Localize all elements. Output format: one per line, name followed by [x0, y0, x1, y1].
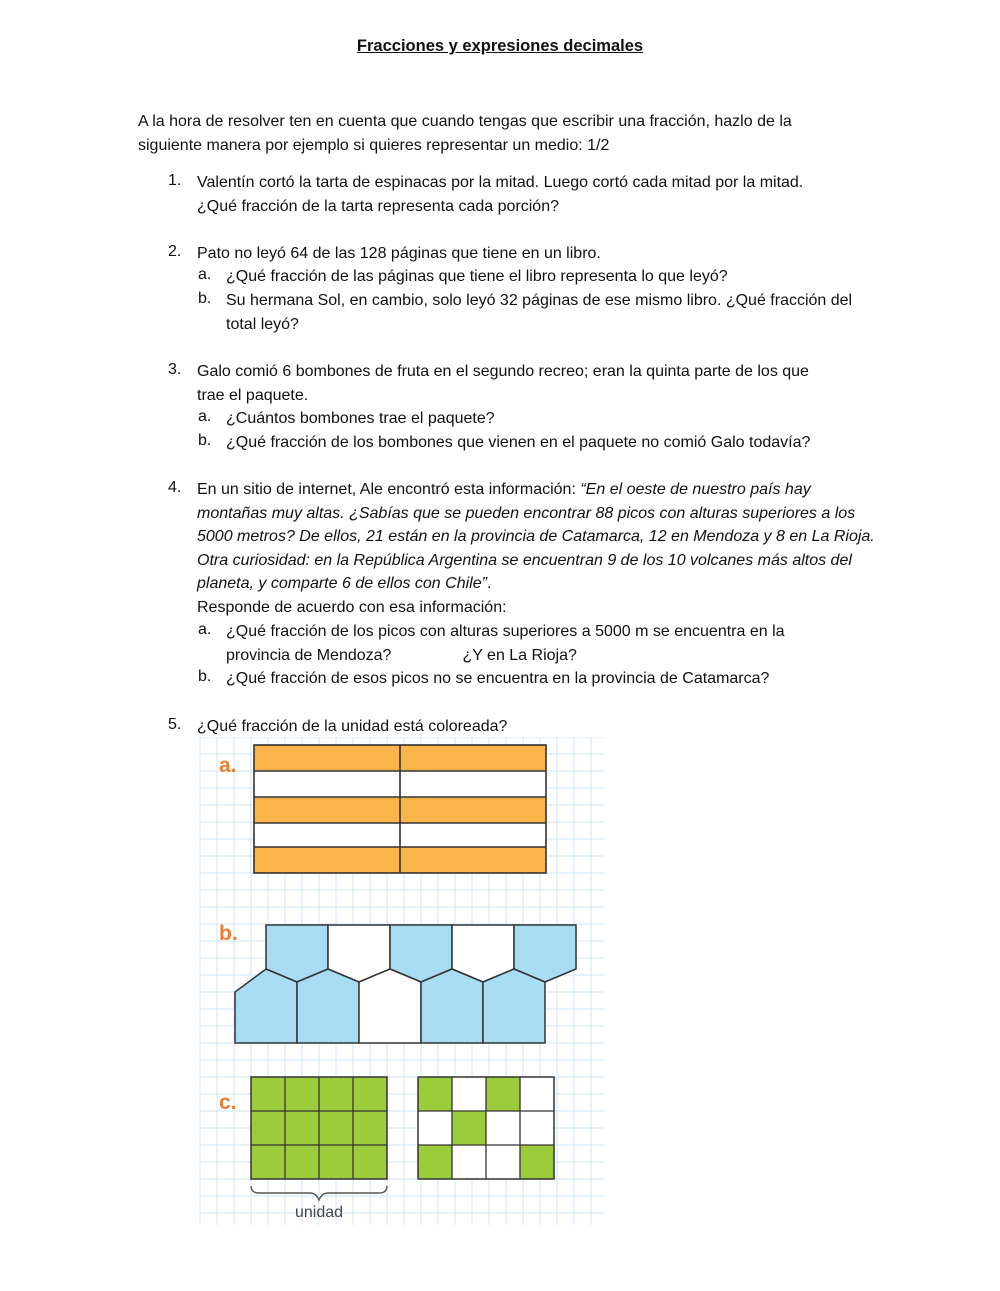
- pentagon-bottom-5: [483, 969, 545, 1043]
- q3-text: [197, 360, 887, 407]
- pentagon-bottom-3: [359, 969, 421, 1043]
- page-title: Fracciones y expresiones decimales: [356, 37, 644, 55]
- q3b-label: b.: [198, 432, 212, 449]
- q4-quote-1: “En el oeste de nuestro país hay: [580, 481, 811, 498]
- q2-number: 2.: [168, 243, 182, 260]
- pentagon-bottom-4: [421, 969, 483, 1043]
- intro-line-1: A la hora de resolver ten en cuenta que cuando tengas que escribir una fracción, hazlo de la: [138, 113, 792, 130]
- q4-quote-3: 5000 metros? De ellos, 21 están en la provincia de Catamarca, 12 en Mendoza y 8 en La Rioja.: [197, 528, 875, 545]
- q1-text: [197, 171, 887, 218]
- q2a-text: ¿Qué fracción de las páginas que tiene el libro representa lo que leyó?: [226, 268, 728, 285]
- q3-line-1: Galo comió 6 bombones de fruta en el segundo recreo; eran la quinta parte de los que: [197, 363, 809, 380]
- q4-line-5: [197, 572, 887, 596]
- intro-paragraph: [138, 110, 858, 158]
- figure-c-partial-grid: [418, 1077, 554, 1179]
- unit-label: unidad: [294, 1204, 344, 1221]
- q2b-label: b.: [198, 290, 212, 307]
- partial-cell-r2c2: [452, 1111, 486, 1145]
- q4b-text: ¿Qué fracción de esos picos no se encuentra en la provincia de Catamarca?: [226, 670, 770, 687]
- figure-b: [235, 925, 576, 1043]
- q4a-line-1: ¿Qué fracción de los picos con alturas superiores a 5000 m se encuentra en la: [226, 623, 785, 640]
- q1-line-2: ¿Qué fracción de la tarta representa cada porción?: [197, 197, 559, 215]
- partial-cell-r3c1: [418, 1145, 452, 1179]
- q3b-text: ¿Qué fracción de los bombones que vienen en el paquete no comió Galo todavía?: [226, 434, 811, 451]
- q4-quote-4: Otra curiosidad: en la República Argentina se encuentran 9 de los 10 volcanes más altos del: [197, 551, 852, 569]
- q4-quote-2: montañas muy altas. ¿Sabías que se pueden encontrar 88 picos con alturas superiores a los: [197, 504, 856, 522]
- intro-line-2: siguiente manera por ejemplo si quieres representar un medio: 1/2: [138, 137, 610, 154]
- partial-cell-r1c1: [418, 1077, 452, 1111]
- figure-b-label: b.: [219, 922, 238, 945]
- pentagon-bottom-1: [235, 969, 297, 1043]
- q4-respond: Responde de acuerdo con esa información:: [197, 598, 507, 616]
- q4a-text: [226, 620, 886, 667]
- q4a-line-2: [226, 644, 886, 668]
- partial-cell-r3c4: [520, 1145, 554, 1179]
- figure-a-label: a.: [219, 754, 237, 777]
- q4b-label: b.: [198, 668, 212, 685]
- pentagon-bottom-2: [297, 969, 359, 1043]
- q3-line-2: trae el paquete.: [197, 386, 309, 404]
- q3-number: 3.: [168, 361, 182, 378]
- q4-quote-5: planeta, y comparte 6 de ellos con Chile”: [197, 575, 487, 592]
- q1-number: 1.: [168, 172, 182, 189]
- q4-quote-end: .: [486, 575, 492, 592]
- q2b-line-2: total leyó?: [226, 315, 299, 333]
- q2-text: Pato no leyó 64 de las 128 páginas que tiene en un libro.: [197, 245, 601, 262]
- fraction-figure: [196, 737, 608, 1229]
- fraction-figure-svg: [196, 737, 608, 1229]
- q2b-line-1: Su hermana Sol, en cambio, solo leyó 32 páginas de ese mismo libro. ¿Qué fracción del: [226, 292, 853, 309]
- partial-cell-r1c3: [486, 1077, 520, 1111]
- figure-a: [254, 745, 546, 873]
- q4a-label: a.: [198, 621, 212, 638]
- figure-c-label: c.: [219, 1091, 237, 1114]
- q2b-text: [226, 289, 886, 336]
- q4-number: 4.: [168, 479, 182, 496]
- figure-c: [251, 1077, 554, 1200]
- q5-number: 5.: [168, 716, 182, 733]
- q4-lead: En un sitio de internet, Ale encontró esta información:: [197, 481, 581, 498]
- q2a-label: a.: [198, 266, 212, 283]
- q4-line-1: [197, 478, 887, 502]
- q4-text: [197, 478, 887, 619]
- q4a-line-2a: provincia de Mendoza?: [226, 646, 392, 664]
- q3a-text: ¿Cuántos bombones trae el paquete?: [226, 410, 495, 427]
- figure-c-unit-grid: [251, 1077, 387, 1179]
- q4a-line-2b: ¿Y en La Rioja?: [462, 646, 577, 664]
- q5-text: ¿Qué fracción de la unidad está coloreada?: [197, 718, 508, 735]
- q1-line-1: Valentín cortó la tarta de espinacas por la mitad. Luego cortó cada mitad por la mitad.: [197, 174, 804, 191]
- q3a-label: a.: [198, 408, 212, 425]
